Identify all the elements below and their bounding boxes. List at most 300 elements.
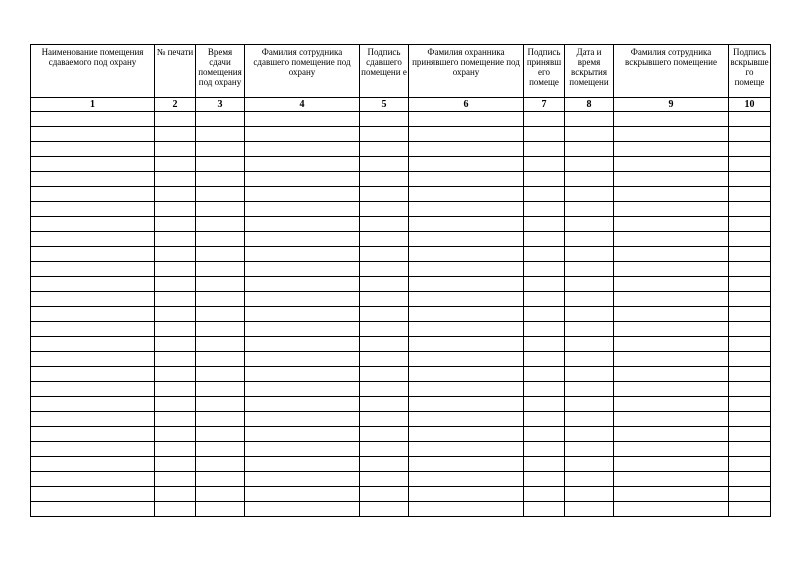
table-cell[interactable]	[524, 457, 565, 472]
table-cell[interactable]	[31, 427, 155, 442]
table-cell[interactable]	[360, 202, 409, 217]
table-cell[interactable]	[360, 382, 409, 397]
table-cell[interactable]	[614, 322, 729, 337]
table-row	[31, 187, 771, 202]
table-cell[interactable]	[245, 142, 360, 157]
table-cell[interactable]	[565, 472, 614, 487]
table-cell[interactable]	[565, 427, 614, 442]
table-cell[interactable]	[729, 172, 771, 187]
table-cell[interactable]	[196, 367, 245, 382]
table-cell[interactable]	[155, 292, 196, 307]
table-cell[interactable]	[614, 427, 729, 442]
table-cell[interactable]	[565, 352, 614, 367]
table-cell[interactable]	[155, 382, 196, 397]
col-header-opener-surname: Фамилия сотрудника вскрывшего помещение	[614, 45, 729, 98]
table-cell[interactable]	[360, 262, 409, 277]
table-cell[interactable]	[524, 502, 565, 517]
table-cell[interactable]	[360, 247, 409, 262]
table-row	[31, 172, 771, 187]
table-cell[interactable]	[155, 502, 196, 517]
table-cell[interactable]	[245, 412, 360, 427]
table-cell[interactable]	[409, 127, 524, 142]
table-cell[interactable]	[565, 502, 614, 517]
table-cell[interactable]	[155, 187, 196, 202]
col-number: 7	[524, 98, 565, 112]
table-cell[interactable]	[360, 352, 409, 367]
table-cell[interactable]	[409, 472, 524, 487]
table-cell[interactable]	[729, 427, 771, 442]
table-cell[interactable]	[565, 172, 614, 187]
table-cell[interactable]	[729, 277, 771, 292]
table-cell[interactable]	[524, 307, 565, 322]
table-cell[interactable]	[614, 262, 729, 277]
table-cell[interactable]	[524, 202, 565, 217]
table-cell[interactable]	[155, 142, 196, 157]
col-number: 1	[31, 98, 155, 112]
table-row	[31, 382, 771, 397]
table-cell[interactable]	[31, 277, 155, 292]
table-cell[interactable]	[31, 157, 155, 172]
table-cell[interactable]	[524, 472, 565, 487]
table-cell[interactable]	[31, 232, 155, 247]
table-cell[interactable]	[245, 217, 360, 232]
table-cell[interactable]	[409, 232, 524, 247]
table-cell[interactable]	[360, 457, 409, 472]
table-cell[interactable]	[729, 202, 771, 217]
table-cell[interactable]	[155, 352, 196, 367]
table-cell[interactable]	[524, 217, 565, 232]
table-cell[interactable]	[360, 427, 409, 442]
table-cell[interactable]	[31, 127, 155, 142]
table-cell[interactable]	[614, 127, 729, 142]
table-cell[interactable]	[614, 112, 729, 127]
table-cell[interactable]	[565, 247, 614, 262]
table-cell[interactable]	[360, 472, 409, 487]
table-cell[interactable]	[565, 367, 614, 382]
security-handover-log-table	[30, 44, 771, 517]
col-header-employee-surname: Фамилия сотрудника сдавшего помещение под охрану	[245, 45, 360, 98]
table-cell[interactable]	[409, 382, 524, 397]
table-cell[interactable]	[565, 262, 614, 277]
table-cell[interactable]	[31, 337, 155, 352]
table-cell[interactable]	[409, 457, 524, 472]
table-cell[interactable]	[155, 217, 196, 232]
table-cell[interactable]	[196, 127, 245, 142]
table-cell[interactable]	[196, 412, 245, 427]
table-cell[interactable]	[565, 307, 614, 322]
table-cell[interactable]	[524, 232, 565, 247]
table-cell[interactable]	[409, 262, 524, 277]
table-cell[interactable]	[565, 412, 614, 427]
col-number: 8	[565, 98, 614, 112]
table-cell[interactable]	[31, 397, 155, 412]
table-cell[interactable]	[155, 157, 196, 172]
table-cell[interactable]	[360, 292, 409, 307]
table-cell[interactable]	[729, 112, 771, 127]
table-cell[interactable]	[565, 487, 614, 502]
table-cell[interactable]	[155, 322, 196, 337]
table-cell[interactable]	[729, 382, 771, 397]
table-cell[interactable]	[729, 292, 771, 307]
table-cell[interactable]	[729, 247, 771, 262]
table-cell[interactable]	[614, 352, 729, 367]
table-cell[interactable]	[729, 217, 771, 232]
table-cell[interactable]	[360, 277, 409, 292]
table-cell[interactable]	[565, 277, 614, 292]
table-cell[interactable]	[31, 322, 155, 337]
table-cell[interactable]	[31, 442, 155, 457]
table-cell[interactable]	[31, 112, 155, 127]
table-cell[interactable]	[196, 292, 245, 307]
table-row	[31, 307, 771, 322]
table-cell[interactable]	[565, 232, 614, 247]
table-cell[interactable]	[31, 502, 155, 517]
table-cell[interactable]	[729, 262, 771, 277]
table-row	[31, 112, 771, 127]
table-cell[interactable]	[360, 187, 409, 202]
table-cell[interactable]	[565, 187, 614, 202]
table-cell[interactable]	[155, 397, 196, 412]
table-cell[interactable]	[360, 397, 409, 412]
table-cell[interactable]	[524, 337, 565, 352]
table-cell[interactable]	[196, 217, 245, 232]
table-cell[interactable]	[614, 337, 729, 352]
table-cell[interactable]	[729, 397, 771, 412]
table-cell[interactable]	[155, 127, 196, 142]
table-cell[interactable]	[565, 142, 614, 157]
table-cell[interactable]	[245, 337, 360, 352]
col-header-opener-signature: Подпись вскрывшего помеще	[729, 45, 771, 98]
table-cell[interactable]	[196, 277, 245, 292]
table-cell[interactable]	[729, 442, 771, 457]
table-cell[interactable]	[409, 187, 524, 202]
table-cell[interactable]	[409, 307, 524, 322]
table-cell[interactable]	[409, 277, 524, 292]
table-cell[interactable]	[31, 292, 155, 307]
table-cell[interactable]	[524, 112, 565, 127]
table-cell[interactable]	[614, 457, 729, 472]
table-cell[interactable]	[729, 472, 771, 487]
table-cell[interactable]	[31, 457, 155, 472]
table-cell[interactable]	[614, 502, 729, 517]
table-cell[interactable]	[245, 322, 360, 337]
table-cell[interactable]	[31, 262, 155, 277]
table-cell[interactable]	[360, 157, 409, 172]
table-cell[interactable]	[614, 157, 729, 172]
table-cell[interactable]	[565, 127, 614, 142]
table-cell[interactable]	[360, 367, 409, 382]
table-cell[interactable]	[196, 142, 245, 157]
table-cell[interactable]	[524, 142, 565, 157]
table-cell[interactable]	[245, 352, 360, 367]
table-cell[interactable]	[409, 142, 524, 157]
table-cell[interactable]	[31, 187, 155, 202]
table-cell[interactable]	[729, 157, 771, 172]
table-cell[interactable]	[614, 412, 729, 427]
table-cell[interactable]	[155, 472, 196, 487]
table-cell[interactable]	[196, 262, 245, 277]
table-cell[interactable]	[614, 442, 729, 457]
table-cell[interactable]	[245, 292, 360, 307]
table-cell[interactable]	[245, 442, 360, 457]
table-cell[interactable]	[524, 277, 565, 292]
col-number: 10	[729, 98, 771, 112]
table-cell[interactable]	[245, 187, 360, 202]
table-cell[interactable]	[524, 172, 565, 187]
table-cell[interactable]	[196, 172, 245, 187]
table-cell[interactable]	[729, 187, 771, 202]
col-header-seal-number: № печати	[155, 45, 196, 98]
table-cell[interactable]	[524, 352, 565, 367]
table-cell[interactable]	[409, 157, 524, 172]
table-cell[interactable]	[155, 172, 196, 187]
table-row	[31, 127, 771, 142]
table-row	[31, 217, 771, 232]
table-cell[interactable]	[565, 157, 614, 172]
table-cell[interactable]	[409, 217, 524, 232]
table-cell[interactable]	[729, 487, 771, 502]
table-cell[interactable]	[409, 502, 524, 517]
column-number-row	[31, 98, 771, 112]
table-cell[interactable]	[614, 472, 729, 487]
table-cell[interactable]	[245, 262, 360, 277]
table-cell[interactable]	[614, 397, 729, 412]
table-cell[interactable]	[196, 487, 245, 502]
table-cell[interactable]	[196, 457, 245, 472]
table-cell[interactable]	[196, 202, 245, 217]
table-cell[interactable]	[614, 142, 729, 157]
table-cell[interactable]	[360, 232, 409, 247]
table-cell[interactable]	[729, 142, 771, 157]
table-cell[interactable]	[196, 157, 245, 172]
table-cell[interactable]	[729, 337, 771, 352]
table-cell[interactable]	[729, 322, 771, 337]
col-number: 3	[196, 98, 245, 112]
table-cell[interactable]	[614, 307, 729, 322]
table-cell[interactable]	[155, 112, 196, 127]
table-cell[interactable]	[565, 397, 614, 412]
col-number: 6	[409, 98, 524, 112]
table-cell[interactable]	[524, 427, 565, 442]
table-cell[interactable]	[31, 382, 155, 397]
table-cell[interactable]	[409, 352, 524, 367]
table-cell[interactable]	[409, 487, 524, 502]
table-cell[interactable]	[31, 412, 155, 427]
table-cell[interactable]	[155, 367, 196, 382]
table-cell[interactable]	[524, 187, 565, 202]
table-cell[interactable]	[31, 307, 155, 322]
table-cell[interactable]	[245, 172, 360, 187]
table-cell[interactable]	[409, 442, 524, 457]
table-cell[interactable]	[614, 292, 729, 307]
table-cell[interactable]	[245, 127, 360, 142]
table-cell[interactable]	[31, 487, 155, 502]
table-cell[interactable]	[155, 277, 196, 292]
table-cell[interactable]	[614, 247, 729, 262]
table-cell[interactable]	[729, 502, 771, 517]
table-cell[interactable]	[245, 457, 360, 472]
table-cell[interactable]	[196, 112, 245, 127]
table-cell[interactable]	[360, 307, 409, 322]
table-cell[interactable]	[524, 292, 565, 307]
table-cell[interactable]	[409, 112, 524, 127]
table-cell[interactable]	[155, 457, 196, 472]
table-cell[interactable]	[360, 502, 409, 517]
table-cell[interactable]	[196, 337, 245, 352]
table-cell[interactable]	[614, 382, 729, 397]
table-cell[interactable]	[196, 247, 245, 262]
table-cell[interactable]	[565, 217, 614, 232]
table-cell[interactable]	[245, 157, 360, 172]
table-cell[interactable]	[155, 412, 196, 427]
table-cell[interactable]	[360, 217, 409, 232]
table-row	[31, 277, 771, 292]
table-cell[interactable]	[245, 232, 360, 247]
table-cell[interactable]	[565, 337, 614, 352]
table-cell[interactable]	[155, 202, 196, 217]
table-cell[interactable]	[409, 172, 524, 187]
table-cell[interactable]	[31, 472, 155, 487]
table-cell[interactable]	[31, 247, 155, 262]
table-cell[interactable]	[245, 427, 360, 442]
table-cell[interactable]	[360, 142, 409, 157]
table-cell[interactable]	[360, 322, 409, 337]
table-cell[interactable]	[155, 232, 196, 247]
table-cell[interactable]	[245, 247, 360, 262]
table-cell[interactable]	[524, 247, 565, 262]
table-cell[interactable]	[155, 307, 196, 322]
table-cell[interactable]	[409, 412, 524, 427]
table-cell[interactable]	[409, 367, 524, 382]
table-cell[interactable]	[524, 367, 565, 382]
table-cell[interactable]	[196, 322, 245, 337]
table-cell[interactable]	[245, 202, 360, 217]
table-cell[interactable]	[614, 487, 729, 502]
table-cell[interactable]	[360, 487, 409, 502]
table-cell[interactable]	[360, 172, 409, 187]
table-cell[interactable]	[196, 232, 245, 247]
table-cell[interactable]	[360, 412, 409, 427]
table-cell[interactable]	[245, 112, 360, 127]
table-cell[interactable]	[565, 202, 614, 217]
table-row	[31, 412, 771, 427]
table-cell[interactable]	[409, 292, 524, 307]
table-cell[interactable]	[360, 112, 409, 127]
table-cell[interactable]	[245, 397, 360, 412]
table-cell[interactable]	[245, 472, 360, 487]
table-cell[interactable]	[524, 127, 565, 142]
table-cell[interactable]	[729, 232, 771, 247]
table-cell[interactable]	[245, 382, 360, 397]
table-cell[interactable]	[155, 487, 196, 502]
table-cell[interactable]	[155, 427, 196, 442]
table-cell[interactable]	[155, 442, 196, 457]
table-cell[interactable]	[524, 442, 565, 457]
table-cell[interactable]	[196, 502, 245, 517]
table-cell[interactable]	[155, 262, 196, 277]
table-cell[interactable]	[245, 277, 360, 292]
col-number: 5	[360, 98, 409, 112]
table-cell[interactable]	[245, 367, 360, 382]
table-row	[31, 292, 771, 307]
table-cell[interactable]	[155, 247, 196, 262]
table-cell[interactable]	[196, 442, 245, 457]
table-cell[interactable]	[524, 157, 565, 172]
table-cell[interactable]	[409, 202, 524, 217]
table-cell[interactable]	[360, 442, 409, 457]
table-cell[interactable]	[729, 457, 771, 472]
table-cell[interactable]	[196, 472, 245, 487]
table-cell[interactable]	[524, 382, 565, 397]
table-cell[interactable]	[729, 412, 771, 427]
table-cell[interactable]	[31, 172, 155, 187]
col-number: 9	[614, 98, 729, 112]
table-cell[interactable]	[524, 487, 565, 502]
table-cell[interactable]	[31, 202, 155, 217]
table-cell[interactable]	[155, 337, 196, 352]
table-cell[interactable]	[245, 502, 360, 517]
table-cell[interactable]	[360, 127, 409, 142]
table-cell[interactable]	[31, 367, 155, 382]
table-cell[interactable]	[614, 367, 729, 382]
table-cell[interactable]	[409, 337, 524, 352]
table-row	[31, 142, 771, 157]
table-cell[interactable]	[196, 382, 245, 397]
table-cell[interactable]	[729, 367, 771, 382]
table-cell[interactable]	[409, 397, 524, 412]
table-cell[interactable]	[614, 277, 729, 292]
table-cell[interactable]	[565, 292, 614, 307]
table-cell[interactable]	[729, 127, 771, 142]
table-row	[31, 502, 771, 517]
table-cell[interactable]	[196, 397, 245, 412]
table-cell[interactable]	[196, 307, 245, 322]
table-cell[interactable]	[409, 322, 524, 337]
table-cell[interactable]	[565, 112, 614, 127]
table-cell[interactable]	[409, 247, 524, 262]
col-header-handover-time: Время сдачи помещения под охрану	[196, 45, 245, 98]
table-cell[interactable]	[614, 187, 729, 202]
table-row	[31, 157, 771, 172]
table-cell[interactable]	[524, 262, 565, 277]
table-cell[interactable]	[196, 427, 245, 442]
table-row	[31, 472, 771, 487]
table-cell[interactable]	[245, 487, 360, 502]
table-cell[interactable]	[245, 307, 360, 322]
table-cell[interactable]	[565, 442, 614, 457]
table-cell[interactable]	[31, 142, 155, 157]
table-cell[interactable]	[524, 412, 565, 427]
table-cell[interactable]	[360, 337, 409, 352]
table-cell[interactable]	[565, 457, 614, 472]
table-cell[interactable]	[729, 352, 771, 367]
table-cell[interactable]	[409, 427, 524, 442]
table-cell[interactable]	[524, 322, 565, 337]
table-cell[interactable]	[614, 217, 729, 232]
table-cell[interactable]	[565, 382, 614, 397]
table-cell[interactable]	[196, 187, 245, 202]
table-cell[interactable]	[31, 217, 155, 232]
table-cell[interactable]	[196, 352, 245, 367]
table-cell[interactable]	[524, 397, 565, 412]
table-cell[interactable]	[614, 232, 729, 247]
table-cell[interactable]	[565, 322, 614, 337]
table-cell[interactable]	[614, 202, 729, 217]
table-cell[interactable]	[614, 172, 729, 187]
table-row	[31, 487, 771, 502]
table-cell[interactable]	[729, 307, 771, 322]
table-cell[interactable]	[31, 352, 155, 367]
